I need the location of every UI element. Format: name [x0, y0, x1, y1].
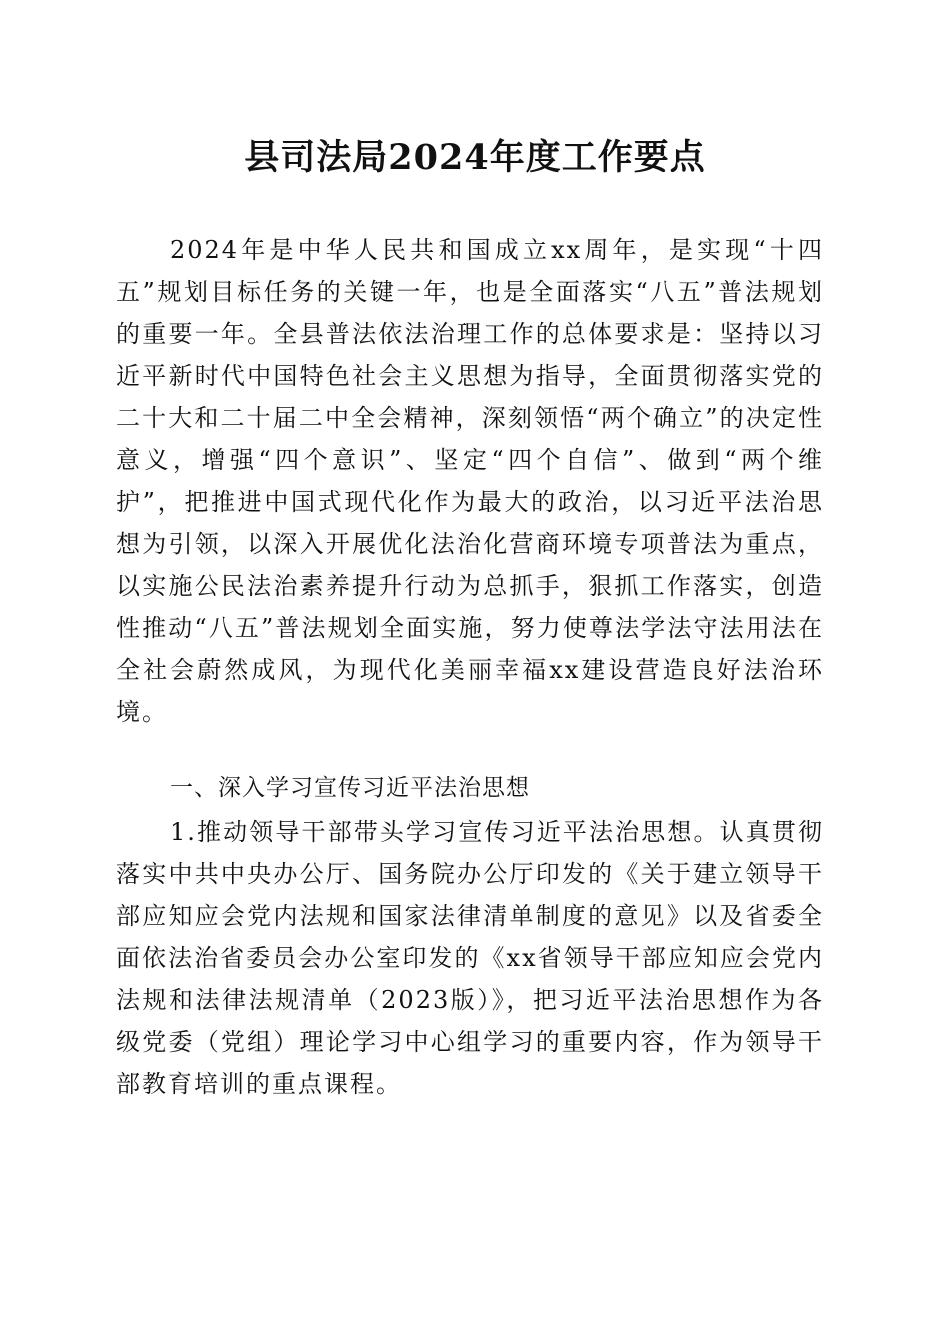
intro-paragraph: 2024年是中华人民共和国成立xx周年，是实现“十四五”规划目标任务的关键一年，也是全面落实“八五”普法规划的重要一年。全县普法依法治理工作的总体要求是：坚持以习近平新时代中国特色社会主义思想为指导，全面贯彻落实党的二十大和二十届二中全会精神，深刻领悟“两个确立”的决定性意义，增强“四个意识”、坚定“四个自信”、做到“两个维护”，把推进中国式现代化作为最大的政治，以习近平法治思想为引领，以深入开展优化法治化营商环境专项普法为重点，以实施公民法治素养提升行动为总抓手，狠抓工作落实，创造性推动“八五”普法规划全面实施，努力使尊法学法守法用法在全社会蔚然成风，为现代化美丽幸福xx建设营造良好法治环境。 [116, 236, 824, 726]
section-heading-1: 一、深入学习宣传习近平法治思想 [170, 775, 530, 801]
section-1-item-1: 1.推动领导干部带头学习宣传习近平法治思想。认真贯彻落实中共中央办公厅、国务院办公厅印发的《关于建立领导干部应知应会党内法规和国家法律清单制度的意见》以及省委全面依法治省委员会办公室印发的《xx省领导干部应知应会党内法规和法律法规清单（2023版）》，把习近平法治思想作为各级党委（党组）理论学习中心组学习的重要内容，作为领导干部教育培训的重点课程。 [116, 818, 824, 1098]
document-title: 县司法局2024年度工作要点 [244, 137, 706, 178]
